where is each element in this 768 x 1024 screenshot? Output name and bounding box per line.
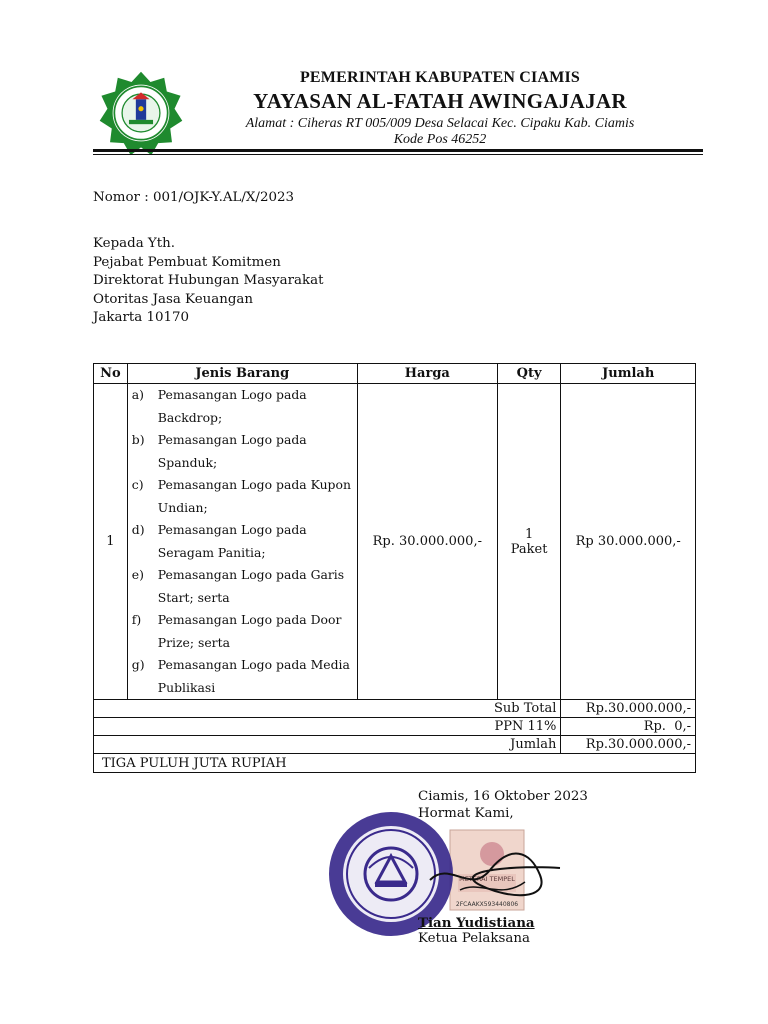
qty-unit: Paket [510, 541, 548, 557]
letter-number: Nomor : 001/OJK-Y.AL/X/2023 [93, 190, 295, 205]
amount-in-words: TIGA PULUH JUTA RUPIAH [94, 754, 696, 773]
list-item [128, 519, 357, 564]
qty-cell [497, 384, 561, 700]
item-letter: a) [131, 387, 145, 402]
address-line-1: Alamat : Ciheras RT 005/009 Desa Selacai Kec. Cipaku Kab. Ciamis [245, 116, 635, 131]
amount-in-words-row [94, 754, 696, 773]
foundation-logo [98, 70, 184, 156]
item-letter: b) [131, 432, 145, 447]
recipient-line: Otoritas Jasa Keuangan [93, 291, 254, 307]
list-item [128, 429, 357, 474]
item-text: Pemasangan Logo pada Garis Start; serta [157, 567, 345, 605]
place-date: Ciamis, 16 Oktober 2023 [418, 789, 588, 804]
subtotal-label: Sub Total [94, 700, 561, 718]
item-letter: f) [131, 612, 142, 627]
header-total: Jumlah [561, 364, 696, 384]
recipient-line: Jakarta 10170 [93, 310, 190, 325]
ppn-value: Rp. 0,- [561, 718, 696, 736]
meterai-code: 2FCAAKX593440806 [455, 901, 519, 908]
item-list [127, 384, 357, 700]
price-cell: Rp. 30.000.000,- [357, 384, 497, 700]
item-text: Pemasangan Logo pada Backdrop; [157, 387, 307, 425]
item-text: Pemasangan Logo pada Door Prize; serta [157, 612, 342, 650]
item-letter: e) [131, 567, 144, 582]
header-rule-thin [93, 154, 703, 155]
total-cell: Rp 30.000.000,- [561, 384, 696, 700]
jumlah-row [94, 736, 696, 754]
address-line-2: Kode Pos 46252 [393, 132, 487, 147]
recipient-block [93, 235, 323, 328]
list-item [128, 564, 357, 609]
row-number: 1 [94, 384, 128, 700]
ppn-label: PPN 11% [94, 718, 561, 736]
item-letter: d) [131, 522, 145, 537]
header-no: No [94, 364, 128, 384]
header-price: Harga [357, 364, 497, 384]
jumlah-value: Rp.30.000.000,- [561, 736, 696, 754]
handwritten-signature [420, 840, 570, 910]
signer-name: Tian Yudistiana [418, 915, 535, 931]
item-text: Pemasangan Logo pada Kupon Undian; [157, 477, 351, 515]
recipient-line: Direktorat Hubungan Masyarakat [93, 273, 324, 288]
ppn-row [94, 718, 696, 736]
header-item: Jenis Barang [127, 364, 357, 384]
recipient-line: Kepada Yth. [93, 236, 176, 251]
item-text: Pemasangan Logo pada Media Publikasi [157, 657, 350, 695]
recipient-line: Pejabat Pembuat Komitmen [93, 254, 281, 270]
list-item [128, 609, 357, 654]
jumlah-label: Jumlah [94, 736, 561, 754]
header-rule-thick [93, 149, 703, 152]
item-text: Pemasangan Logo pada Spanduk; [157, 432, 307, 470]
closing-regards: Hormat Kami, [418, 806, 514, 821]
item-letter: c) [131, 477, 144, 492]
meterai-text: METERAI TEMPEL [459, 875, 515, 883]
list-item [128, 654, 357, 699]
item-text: Pemasangan Logo pada Seragam Panitia; [157, 522, 307, 560]
subtotal-row [94, 700, 696, 718]
subtotal-value: Rp.30.000.000,- [561, 700, 696, 718]
signer-role: Ketua Pelaksana [418, 931, 530, 946]
government-title: PEMERINTAH KABUPATEN CIAMIS [299, 69, 581, 86]
table-row [94, 384, 696, 700]
item-letter: g) [131, 657, 145, 672]
list-item [128, 384, 357, 429]
header-qty: Qty [497, 364, 561, 384]
invoice-table [93, 363, 696, 773]
qty-number: 1 [524, 526, 534, 542]
list-item [128, 474, 357, 519]
organization-name: YAYASAN AL-FATAH AWINGAJAJAR [253, 89, 627, 113]
table-header-row [94, 364, 696, 384]
